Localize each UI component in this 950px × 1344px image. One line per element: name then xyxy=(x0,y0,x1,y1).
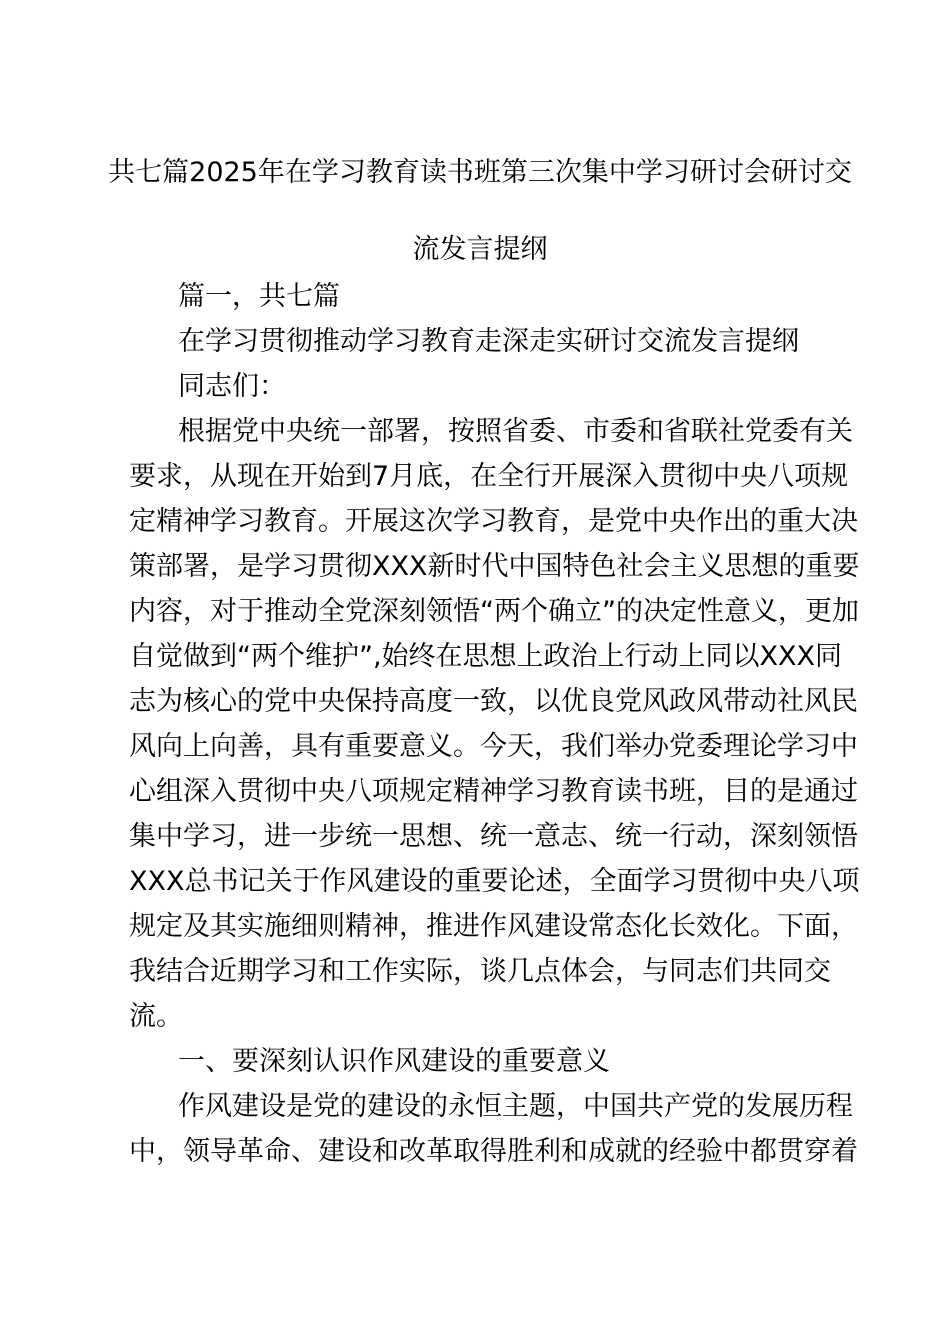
paragraph-line: 志为核心的党中央保持高度一致，以优良党风政风带动社风民 xyxy=(129,686,858,717)
paragraph-line: 策部署，是学习贯彻XXX新时代中国特色社会主义思想的重要 xyxy=(129,551,860,582)
paragraph-line: 集中学习，进一步统一思想、统一意志、统一行动，深刻领悟 xyxy=(129,821,858,852)
paragraph-line: 自觉做到“两个维护”,始终在思想上政治上行动上同以XXX同 xyxy=(129,641,843,672)
paragraph-line: 风向上向善，具有重要意义。今天，我们举办党委理论学习中 xyxy=(129,731,858,762)
salutation: 同志们： xyxy=(178,371,286,402)
paragraph-line: 根据党中央统一部署，按照省委、市委和省联社党委有关 xyxy=(178,416,853,447)
document-subtitle: 在学习贯彻推动学习教育走深走实研讨交流发言提纲 xyxy=(178,326,799,357)
document-title-line-1: 共七篇2025年在学习教育读书班第三次集中学习研讨会研讨交 xyxy=(108,157,852,188)
paragraph-line: 流。 xyxy=(129,1001,183,1032)
paragraph-line: 作风建设是党的建设的永恒主题，中国共产党的发展历程 xyxy=(178,1091,853,1122)
document-title-line-2: 流发言提纲 xyxy=(412,234,548,265)
paragraph-line: 规定及其实施细则精神，推进作风建设常态化长效化。下面， xyxy=(129,911,858,942)
paragraph-line: 中，领导革命、建设和改革取得胜利和成就的经验中都贯穿着 xyxy=(129,1136,858,1167)
paragraph-line: 内容，对于推动全党深刻领悟“两个确立”的决定性意义，更加 xyxy=(129,596,859,627)
section-heading-1: 一、要深刻认识作风建设的重要意义 xyxy=(178,1046,610,1077)
section-heading: 篇一，共七篇 xyxy=(178,281,340,312)
paragraph-line: 要求，从现在开始到7月底，在全行开展深入贯彻中央八项规 xyxy=(129,461,849,492)
paragraph-line: 我结合近期学习和工作实际，谈几点体会，与同志们共同交 xyxy=(129,956,831,987)
paragraph-line: 定精神学习教育。开展这次学习教育，是党中央作出的重大决 xyxy=(129,506,858,537)
paragraph-line: XXX总书记关于作风建设的重要论述，全面学习贯彻中央八项 xyxy=(129,866,860,897)
paragraph-line: 心组深入贯彻中央八项规定精神学习教育读书班，目的是通过 xyxy=(129,776,858,807)
